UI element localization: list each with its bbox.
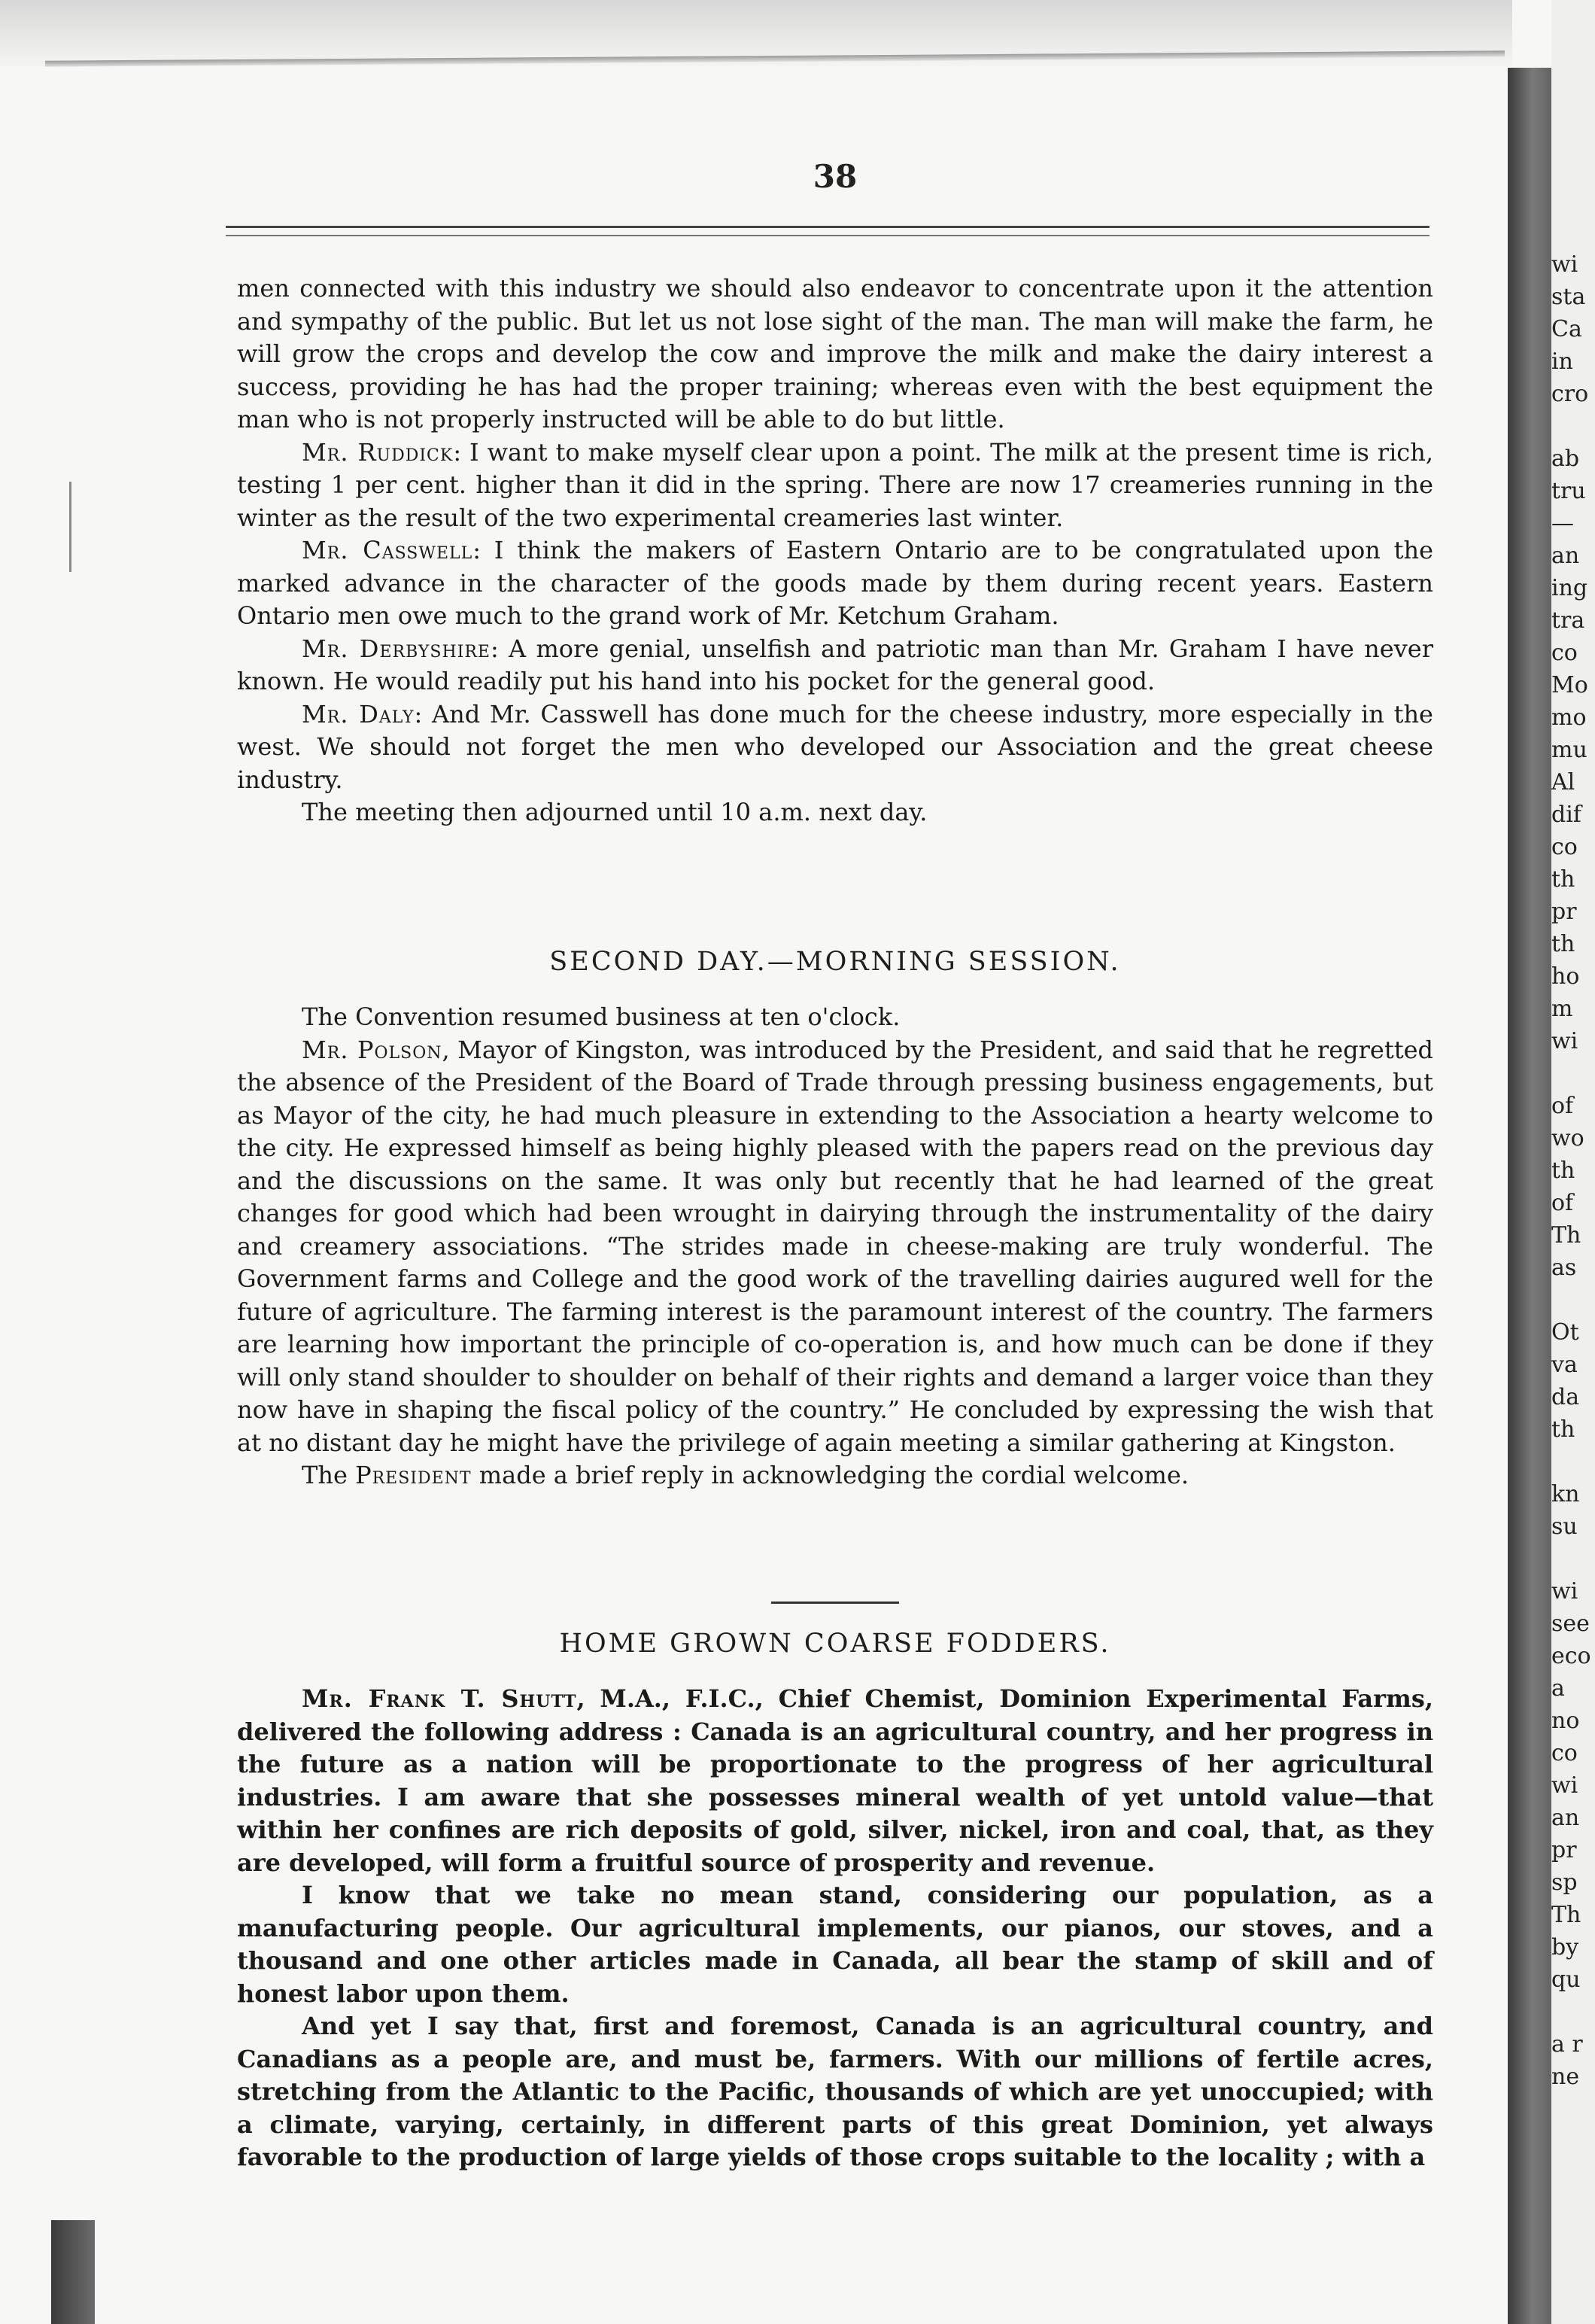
- facing-page-fragment: Ca: [1551, 316, 1582, 342]
- paragraph-ruddick: [237, 437, 1433, 535]
- facing-page-fragment: Mo: [1551, 672, 1588, 698]
- facing-page-fragment: qu: [1551, 1967, 1581, 1993]
- paragraph-manufacturing: I know that we take no mean stand, considering our population, as a manufacturing people. Our agricultural implements, our pianos, our stoves, and a thousand and one other articles made in Canada, all bear the stamp of skill and of honest labor upon them.: [237, 1881, 1433, 2008]
- facing-page-fragment: ing: [1551, 575, 1588, 601]
- facing-page-fragment: pr: [1551, 899, 1577, 925]
- facing-page-fragments: [1551, 0, 1595, 2324]
- facing-page-fragment: Ot: [1551, 1319, 1579, 1346]
- paragraph-daly: [237, 698, 1433, 797]
- facing-page-fragment: Th: [1551, 1902, 1581, 1928]
- facing-page-fragment: da: [1551, 1384, 1580, 1410]
- paragraph-adjourn: The meeting then adjourned until 10 a.m. next day.: [302, 798, 928, 826]
- facing-page-fragment: see: [1551, 1611, 1590, 1637]
- facing-page-fragment: sp: [1551, 1869, 1578, 1896]
- facing-page-fragment: an: [1551, 543, 1580, 569]
- scan-corner-mark: [51, 2220, 95, 2324]
- section-divider: [771, 1602, 899, 1604]
- speaker-text: : I want to make myself clear upon a point. The milk at the present time is rich, testing 1 per cent. higher than it did in the spring. There are now 17 creameries running in the winter as the result of the two experimental creameries last winter.: [237, 437, 1434, 532]
- facing-page-fragment: wi: [1551, 1772, 1578, 1799]
- facing-page-fragment: a: [1551, 1675, 1565, 1702]
- facing-page-fragment: pr: [1551, 1837, 1577, 1863]
- page-number: 38: [813, 158, 858, 195]
- speaker-text: , M.A., F.I.C., Chief Chemist, Dominion Experimental Farms, delivered the following address : Canada is an agricultural country, and her progress in the future as a nation will be proportionate to the progress of her agricultural industries. I am aware that she possesses mineral wealth of yet untold value—that within her confines are rich deposits of gold, silver, nickel, iron and coal, that, as they are developed, will form a fruitful source of prosperity and revenue.: [237, 1684, 1434, 1877]
- facing-page-fragment: —: [1551, 510, 1574, 537]
- facing-page-fragment: [1551, 1057, 1595, 1090]
- facing-page-fragment: [1551, 1996, 1595, 2028]
- section-continuation: [237, 272, 1433, 829]
- facing-page-fragment: [1551, 1543, 1595, 1575]
- paragraph-casswell: [237, 534, 1433, 633]
- facing-page-fragment: cro: [1551, 381, 1589, 407]
- facing-page-fragment: of: [1551, 1190, 1574, 1216]
- speaker-name: Mr. Casswell: [302, 536, 473, 564]
- facing-page-fragment: Th: [1551, 1222, 1581, 1249]
- facing-page-fragment: ab: [1551, 446, 1580, 472]
- speaker-text: , Mayor of Kingston, was introduced by the President, and said that he regretted the absence of the President of the Board of Trade through pressing business engagements, but as Mayor of the city, he had much pleasure in extending to the Association a hearty welcome to the city. He expressed himself as being highly pleased with the papers read on the previous day and the discussions on the same. It was only but recently that he had learned of the great changes for good which had been wrought in dairying through the instrumentality of the dairy and creamery associations. “The strides made in cheese-making are truly wonderful. The Government farms and College and the good work of the travelling dairies augured well for the future of agriculture. The farming interest is the paramount interest of the country. The farmers are learning how important the principle of co-operation is, and how much can be done if they will only stand shoulder to shoulder on behalf of their rights and demand a larger voice than they now have in shaping the fiscal policy of the country.” He concluded by expressing the wish that at no distant day he might have the privilege of again meeting a similar gathering at Kingston.: [237, 1035, 1433, 1457]
- facing-page-fragment: th: [1551, 866, 1575, 893]
- facing-page-fragment: as: [1551, 1255, 1577, 1281]
- facing-page-fragment: a r: [1551, 2031, 1583, 2058]
- speaker-text: : I think the makers of Eastern Ontario are to be congratulated upon the marked advance in the character of the goods made by them during recent years. Eastern Ontario men owe much to the grand work of Mr. Ketchum Graham.: [237, 536, 1434, 630]
- facing-page-fragment: th: [1551, 931, 1575, 957]
- speaker-text: made a brief reply in acknowledging the cordial welcome.: [478, 1461, 1189, 1489]
- facing-page-fragment: mo: [1551, 704, 1587, 731]
- facing-page-fragment: kn: [1551, 1481, 1580, 1507]
- facing-page-fragment: dif: [1551, 802, 1581, 828]
- paragraph-polson: [237, 1034, 1433, 1460]
- section-fodders: [237, 1683, 1433, 2174]
- header-rule: [226, 226, 1429, 228]
- facing-page-fragment: m: [1551, 996, 1573, 1022]
- facing-page-fragment: th: [1551, 1157, 1575, 1184]
- facing-page-fragment: th: [1551, 1416, 1575, 1443]
- facing-page-fragment: Al: [1551, 769, 1575, 795]
- facing-page-fragment: eco: [1551, 1643, 1591, 1669]
- speaker-name: Mr. Polson: [302, 1035, 442, 1064]
- facing-page-fragment: co: [1551, 640, 1578, 666]
- facing-page-fragment: in: [1551, 348, 1573, 375]
- paragraph-derbyshire: [237, 633, 1433, 698]
- facing-page-fragment: [1551, 1446, 1595, 1478]
- section-heading-fodders: HOME GROWN COARSE FODDERS.: [559, 1629, 1111, 1659]
- facing-page-fragment: co: [1551, 834, 1578, 860]
- paragraph-shutt: [237, 1683, 1433, 1879]
- paragraph-resumed: The Convention resumed business at ten o'clock.: [302, 1002, 901, 1031]
- paragraph-agricultural: And yet I say that, first and foremost, Canada is an agricultural country, and Canadians as a people are, and must be, farmers. With our millions of fertile acres, stretching from the Atlantic to the Pacific, thousands of which are yet unoccupied; with a climate, varying, certainly, in different parts of this great Dominion, yet always favorable to the production of large yields of those crops suitable to the locality ; with a: [237, 2012, 1433, 2171]
- speaker-text: : A more genial, unselfish and patriotic man than Mr. Graham I have never known. He would readily put his hand into his pocket for the general good.: [237, 634, 1433, 695]
- facing-page-fragment: [1551, 410, 1595, 443]
- facing-page-fragment: ho: [1551, 963, 1580, 990]
- speaker-prefix: The: [302, 1461, 348, 1489]
- facing-page-fragment: wi: [1551, 1578, 1578, 1605]
- speaker-text: : And Mr. Casswell has done much for the cheese industry, more especially in the west. We should not forget the men who developed our Association and the great cheese industry.: [237, 699, 1433, 794]
- scan-margin-mark: [69, 482, 71, 572]
- section-heading-second-day: SECOND DAY.—MORNING SESSION.: [549, 947, 1121, 977]
- facing-page-fragment: by: [1551, 1934, 1579, 1960]
- facing-page-fragment: tru: [1551, 478, 1586, 504]
- header-rule-secondary: [226, 235, 1429, 236]
- facing-page-fragment: va: [1551, 1352, 1578, 1378]
- speaker-name: Mr. Frank T. Shutt: [302, 1684, 577, 1713]
- facing-page-fragment: sta: [1551, 284, 1586, 310]
- facing-page-fragment: su: [1551, 1513, 1578, 1540]
- section-second-day: [237, 1001, 1433, 1492]
- speaker-name: President: [355, 1461, 472, 1489]
- facing-page-fragment: an: [1551, 1805, 1580, 1831]
- speaker-name: Mr. Ruddick: [302, 437, 454, 467]
- facing-page-fragment: wo: [1551, 1125, 1584, 1151]
- paragraph-president: [237, 1459, 1433, 1492]
- facing-page-fragment: no: [1551, 1708, 1580, 1734]
- facing-page-fragment: [1551, 1284, 1595, 1316]
- facing-page-fragment: of: [1551, 1093, 1574, 1119]
- paragraph-continuation: men connected with this industry we should also endeavor to concentrate upon it the attention and sympathy of the public. But let us not lose sight of the man. The man will make the farm, he will grow the crops and develop the cow and improve the milk and make the dairy interest a success, providing he has had the proper training; whereas even with the best equipment the man who is not properly instructed will be able to do but little.: [237, 274, 1433, 433]
- facing-page-fragment: mu: [1551, 737, 1587, 763]
- speaker-name: Mr. Derbyshire: [302, 634, 491, 663]
- facing-page-fragment: co: [1551, 1740, 1578, 1766]
- facing-page-fragment: wi: [1551, 251, 1578, 278]
- facing-page-fragment: tra: [1551, 607, 1585, 634]
- speaker-name: Mr. Daly: [302, 699, 415, 729]
- facing-page-fragment: wi: [1551, 1028, 1578, 1054]
- facing-page-fragment: ne: [1551, 2064, 1580, 2090]
